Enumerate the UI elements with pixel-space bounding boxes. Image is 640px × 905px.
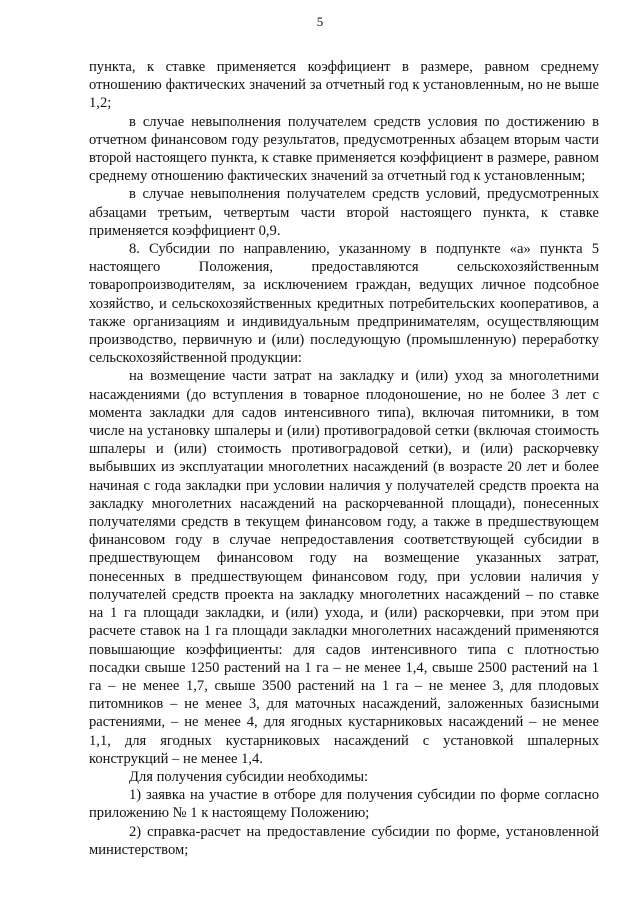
list-item: 1) заявка на участие в отборе для получения субсидии по форме согласно приложению № 1 к настоящему Положению; [89,787,599,822]
page-number: 5 [316,14,324,29]
list-item: 2) справка-расчет на предоставление субсидии по форме, установленной министерством; [89,823,599,858]
paragraph: пункта, к ставке применяется коэффициент в размере, равном среднему отношению фактических значений за отчетный год к установленным, но не выше 1,2; [89,59,599,112]
paragraph: на возмещение части затрат на закладку и (или) уход за многолетними насаждениями (до вступления в товарное плодоношение, но не более 3 лет с момента закладки для садов интенсивного типа), включая питомники, в том числе на установку шпалеры и (или) противоградовой сетки (включая стоимость шпалеры и (или) стоимость противоградовой сетки), и (или) раскорчевку выбывших из эксплуатации многолетних насаждений (в возрасте 20 лет и более начиная с года закладки при условии наличия у получателей средств проекта на закладку многолетних насаждений на раскорчеванной площади), понесенных получателями средств в текущем финансовом году, а также в предшествующем финансовом году в случае непредоставления соответствующей субсидии в предшествующем финансовом году на возмещение указанных затрат, понесенных в предшествующем финансовом году, при условии наличия у получателей средств проекта на закладку многолетних насаждений – по ставке на 1 га площади закладки, и (или) ухода, и (или) раскорчевки, при этом при расчете ставок на 1 га площади закладки многолетних насаждений применяются повышающие коэффициенты: для садов интенсивного типа с плотностью посадки свыше 1250 растений на 1 га – не менее 1,4, свыше 2500 растений на 1 га – не менее 1,7, свыше 3500 растений на 1 га – не менее 3, для плодовых питомников – не менее 3, для маточных насаждений, заложенных базисными растениями, – не менее 4, для ягодных кустарниковых насаждений – не менее 1,1, для ягодных кустарниковых насаждений с установкой шпалерных конструкций – не менее 1,4. [89,368,599,767]
paragraph: Для получения субсидии необходимы: [129,768,369,785]
paragraph: в случае невыполнения получателем средств условия по достижению в отчетном финансовом году результатов, предусмотренных абзацем вторым части второй настоящего пункта, к ставке применяется коэффициент в размере, равном среднему отношению фактических значений за отчетный год к установленным; [89,113,599,185]
paragraph: в случае невыполнения получателем средств условий, предусмотренных абзацами третьим, четвертым части второй настоящего пункта, к ставке применяется коэффициент 0,9. [89,186,599,239]
document-body [89,58,599,859]
paragraph-section-8: 8. Субсидии по направлению, указанному в подпункте «а» пункта 5 настоящего Положения, предоставляются сельскохозяйственным товаропроизводителям, за исключением граждан, ведущих личное подсобное хозяйство, и сельскохозяйственных кредитных потребительских кооперативов, а также организациям и индивидуальным предпринимателям, осуществляющим производство, первичную и (или) последующую (промышленную) переработку сельскохозяйственной продукции: [89,241,599,367]
